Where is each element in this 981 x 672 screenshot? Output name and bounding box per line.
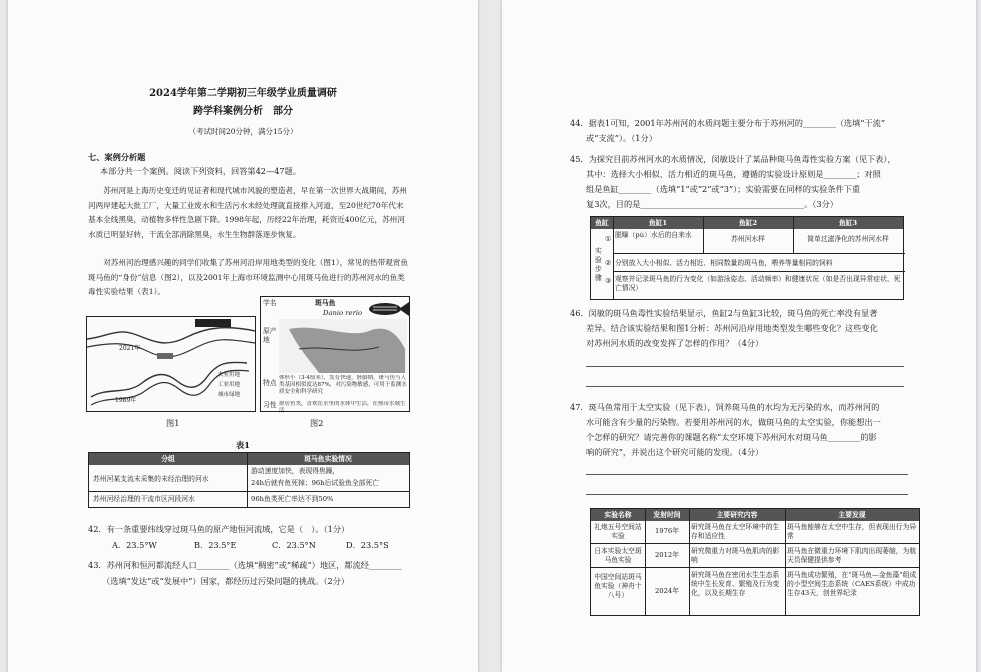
table-header: 分组 — [89, 453, 247, 465]
table-header: 鱼缸1 — [613, 217, 703, 229]
table-cell: 观察并记录斑马鱼的行为变化（如游泳姿态、活动频率）和健康状况（如是否出现异常症状、死亡情况） — [615, 275, 901, 292]
figure-2-caption: 图2 — [310, 418, 324, 428]
question-47-line-3: 个怎样的研究？请完善你的课题名称“太空环境下苏州河水对斑马鱼________的影 — [586, 432, 877, 442]
paragraph-1: 苏州河是上海历史变迁的见证者和现代城市风貌的塑造者，早在第一次世界大战期间，苏州河两岸建起大批工厂，大量工业废水和生活污水未经处理就直接排入河道，至20世纪70年代末基本全线黑臭，动植物多样性急剧下降。1998年起，历经22年治理，耗资近400亿元，苏州河水质已明显好转，干流全部消除黑臭，水生生物群落逐步恢复。 — [88, 186, 407, 239]
table-cell: 苏州河某支流未采集的未经治理的河水 — [93, 475, 209, 483]
question-47-line-2: 水可能含有少量的污染物。若要用苏州河的水，做斑马鱼的太空实验，你能想出一 — [586, 417, 881, 427]
table-cell: 苏州河经治理的干流市区河段河水 — [93, 495, 195, 503]
table-header: 鱼缸3 — [793, 217, 903, 229]
question-42: 42．有一条重要纬线穿过斑马鱼的原产地恒河流域，它是（ ）。（1分） — [88, 524, 350, 534]
page-title: 2024学年第二学期初三年级学业质量调研 — [149, 88, 337, 99]
question-45-line-2: 其中：选择大小相似、活力相近的斑马鱼，遵循的实验设计原则是________；对照 — [586, 169, 881, 179]
exam-note: （考试时间20分钟，满分15分） — [188, 127, 298, 136]
map-label-1989: 1989年 — [115, 397, 137, 404]
table-header: 主要发现 — [785, 509, 919, 521]
q42-option-d: D．23.5°S — [346, 540, 389, 550]
table-cell: 1976年 — [654, 527, 680, 535]
fish-habits: 群居鱼类，喜欢在水里的水体中生活，在热带水域生活 — [279, 401, 406, 414]
table-cell: 游动速度加快，表现得焦躁， — [251, 467, 340, 475]
question-43-line-2: （选填“发达”或“发展中”）国家，都经历过污染问题的挑战。（2分） — [102, 576, 350, 586]
left-page — [8, 0, 478, 672]
answer-line[interactable] — [586, 366, 904, 367]
table-cell: 研究斑马鱼在太空环境中的生存和适应性 — [691, 523, 780, 540]
table-1 — [88, 452, 410, 508]
table-cell: 斑马鱼能够在太空中生存，但表现出行为异常 — [787, 523, 917, 540]
question-46-line-2: 差异。结合该实验结果和图1分析：苏州河沿岸用地类型发生哪些变化？这些变化 — [586, 323, 878, 333]
table-cell: 脱曝（pù）水后的自来水 — [615, 231, 692, 239]
question-45-line-3: 组是鱼缸________（选填“1”或“2”或“3”）；实验需要在同样的实验条件下重 — [586, 184, 861, 194]
table-cell: 斑马鱼成功繁殖，在“斑马鱼—金鱼藻”组成的小型空间生态系统（CAES系统）中成功生存43天，创世界纪录 — [787, 571, 917, 597]
question-45-line-1: 45．为探究目前苏州河水的水质情况，闵敏设计了某品种斑马鱼毒性实验方案（见下表）， — [570, 154, 896, 164]
table-cell: 中国空间站斑马鱼实验（神舟十八号） — [594, 573, 642, 599]
table-cell: 分别放入大小相似、活力相近、相同数量的斑马鱼，喂养等量相同的饲料 — [615, 259, 833, 267]
fish-latin-name: Danio rerio — [323, 309, 363, 317]
table-cell: 礼炮五号空间站实验 — [594, 523, 642, 540]
question-47-line-4: 响的研究”，并说出这个研究可能的发现。（4分） — [586, 447, 764, 457]
origin-map-graphic — [279, 319, 407, 373]
question-45-line-4: 复3次，目的是________________________________________。（3分） — [586, 199, 838, 209]
table-header: 鱼缸 — [591, 217, 613, 229]
step-number: ② — [605, 259, 612, 267]
section-intro: 本部分共一个案例。阅读下列资料，回答第42—47题。 — [100, 166, 301, 176]
legend-item: 农业用地 — [218, 372, 241, 378]
question-46-line-3: 对苏州河水质的改变发挥了怎样的作用？（4分） — [586, 338, 764, 348]
table-header: 实验名称 — [591, 509, 645, 521]
fish-title: 斑马鱼 — [315, 299, 336, 307]
question-44-line-2: 或“支流”）。（1分） — [586, 133, 657, 143]
row-label: 习性 — [263, 401, 277, 409]
legend-item: 工业用地 — [218, 382, 241, 388]
table-cell: 斑马鱼在微重力环境下肌肉出现萎缩，为航天员保健提供参考 — [787, 547, 917, 564]
table-header: 鱼缸2 — [703, 217, 793, 229]
side-label: 实验步骤 — [595, 247, 602, 282]
table-1-title: 表1 — [236, 440, 250, 450]
table-cell: 日本实验太空斑马鱼实验 — [594, 547, 642, 564]
table-cell: 研究微重力对斑马鱼肌肉的影响 — [691, 547, 780, 564]
zebrafish-icon — [365, 299, 409, 319]
space-experiment-table — [590, 508, 920, 616]
legend-item: 城市绿地 — [218, 392, 241, 398]
right-page — [502, 0, 976, 672]
fish-features: 体形小（3-4厘米），发育快速，胚胎期，斑马鱼与人类基因相似度达87%，对污染物敏感，可用于监测水质安全和科学研究 — [279, 375, 407, 395]
table-header: 发射时间 — [645, 509, 689, 521]
table-cell: 2024年 — [654, 587, 680, 595]
step-number: ③ — [605, 277, 612, 285]
table-cell: 96h鱼类死亡率达不到50% — [251, 495, 334, 503]
question-47-line-1: 47．斑马鱼常用于太空实验（见下表），饲养斑马鱼的水均为无污染的水，而苏州河的 — [570, 402, 880, 412]
question-44-line-1: 44．据表1可知，2001年苏州河的水质问题主要分布于苏州河的________（选填“干流” — [570, 118, 886, 128]
row-label: 学名 — [263, 299, 277, 307]
q42-option-a: A．23.5°W — [112, 540, 157, 550]
page-subtitle: 跨学科案例分析 部分 — [193, 106, 293, 117]
answer-line[interactable] — [586, 386, 904, 387]
map-label-2021: 2021年 — [119, 345, 141, 352]
table-header: 斑马鱼实验情况 — [247, 453, 409, 465]
q42-option-c: C．23.5°N — [272, 540, 316, 550]
question-43-line-1: 43．苏州河和恒河都流经人口________（选填“稠密”或“稀疏”）地区，都流经________ — [88, 560, 402, 570]
table-cell: 24h后就有鱼死掉；96h后试验鱼全部死亡 — [251, 479, 380, 487]
row-label: 原产地 — [263, 327, 277, 344]
figure-2-zebrafish — [260, 296, 410, 412]
answer-line[interactable] — [586, 474, 908, 475]
q42-option-b: B．23.5°E — [194, 540, 237, 550]
table-cell: 简单过滤净化的苏州河水样 — [807, 235, 889, 243]
table-header: 主要研究内容 — [689, 509, 785, 521]
table-cell: 2012年 — [654, 551, 680, 559]
experiment-table — [590, 216, 904, 300]
step-number: ① — [605, 235, 612, 243]
answer-line[interactable] — [586, 494, 908, 495]
row-label: 特点 — [263, 379, 277, 387]
table-cell: 研究斑马鱼在密闭水生生态系统中生长发育、繁殖及行为变化，以及长期生存 — [691, 571, 780, 597]
question-46-line-1: 46．闵敏的斑马鱼毒性实验结果显示，鱼缸2与鱼缸3比较，斑马鱼的死亡率没有显著 — [570, 308, 878, 318]
figure-1-caption: 图1 — [166, 418, 180, 428]
table-cell: 苏州河水样 — [731, 235, 765, 243]
paragraph-2: 对苏州河治理感兴趣的同学们收集了苏州河沿岸用地类型的变化（图1），常见的热带观赏鱼斑马鱼的“身份”信息（图2），以及2001年上海市环境监测中心用斑马鱼进行的苏州河水的鱼类毒性实验结果（表1）。 — [88, 258, 408, 297]
section-heading: 七、案例分析题 — [88, 152, 146, 162]
